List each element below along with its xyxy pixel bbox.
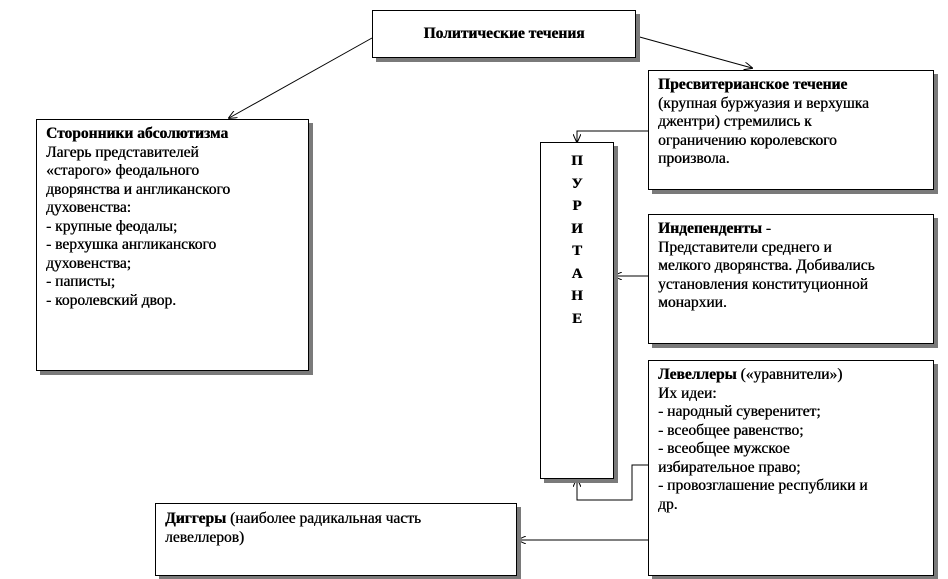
absolutism-line: - верхушка англиканского — [46, 236, 217, 253]
presbyterian-title: Пресвитерианское течение — [658, 76, 848, 93]
puritans-letter: А — [571, 265, 583, 282]
levellers-line: Их идеи: — [658, 384, 717, 402]
presbyterian-line: (крупная буржуазия и верхушка — [658, 94, 869, 112]
levellers-line: др. — [658, 495, 678, 513]
absolutism-line: духовенства; — [46, 254, 131, 272]
independents-line: мелкого дворянства. Добивались — [658, 257, 875, 274]
absolutism-line: духовенства: — [46, 199, 131, 216]
presbyterian-line: произвола. — [658, 150, 730, 167]
levellers-line: - всеобщее мужское — [658, 440, 790, 457]
presbyterian-line: ограничению королевского — [658, 131, 837, 149]
diggers-line: левеллеров) — [165, 528, 245, 546]
puritans-letter: У — [571, 175, 583, 192]
absolutism-line: дворянства и англиканского — [46, 180, 231, 198]
independents-line: Представители среднего и — [658, 238, 832, 256]
diggers-title-suffix: (наиболее радикальная часть — [226, 510, 421, 527]
root-title: Политические течения — [423, 24, 585, 42]
levellers-line: - провозглашение республики и — [658, 477, 868, 494]
diggers-title: Диггеры — [165, 510, 227, 527]
absolutism-line: - крупные феодалы; — [46, 217, 178, 235]
independents-title: Индепенденты — [658, 220, 762, 237]
absolutism-line: - королевский двор. — [46, 291, 177, 309]
independents-line: установления конституционной — [658, 275, 868, 293]
levellers-line: - народный суверенитет; — [658, 403, 821, 420]
absolutism-line: - паписты; — [46, 273, 115, 290]
puritans-letter: Е — [571, 310, 582, 327]
arrow-root-to-presbyterian — [636, 36, 752, 68]
levellers-title-suffix: («уравнители») — [736, 366, 843, 383]
levellers-box — [648, 360, 934, 576]
puritans-box — [540, 142, 614, 479]
diggers-box — [155, 503, 517, 576]
puritans-letter: Р — [572, 198, 582, 214]
presbyterian-line: джентри) стремились к — [658, 113, 812, 130]
root-box — [372, 10, 636, 58]
levellers-line: избирательное право; — [658, 458, 801, 476]
levellers-title: Левеллеры — [658, 366, 737, 383]
independents-line: монархии. — [658, 294, 727, 311]
presbyterian-box — [648, 70, 934, 190]
absolutism-line: «старого» феодального — [46, 162, 200, 179]
absolutism-line: Лагерь представителей — [46, 143, 199, 161]
independents-title-suffix: - — [761, 220, 771, 237]
puritans-letter: П — [571, 153, 583, 169]
arrow-root-to-absolutism — [229, 38, 372, 118]
puritans-letter: И — [571, 220, 583, 237]
independents-box — [648, 214, 934, 344]
absolutism-box — [36, 119, 309, 371]
arrow-presbyterian-to-puritans — [577, 131, 648, 142]
puritans-letter: Т — [571, 243, 582, 259]
absolutism-title: Сторонники абсолютизма — [46, 125, 229, 142]
levellers-line: - всеобщее равенство; — [658, 421, 804, 439]
puritans-letter: Н — [571, 288, 583, 304]
